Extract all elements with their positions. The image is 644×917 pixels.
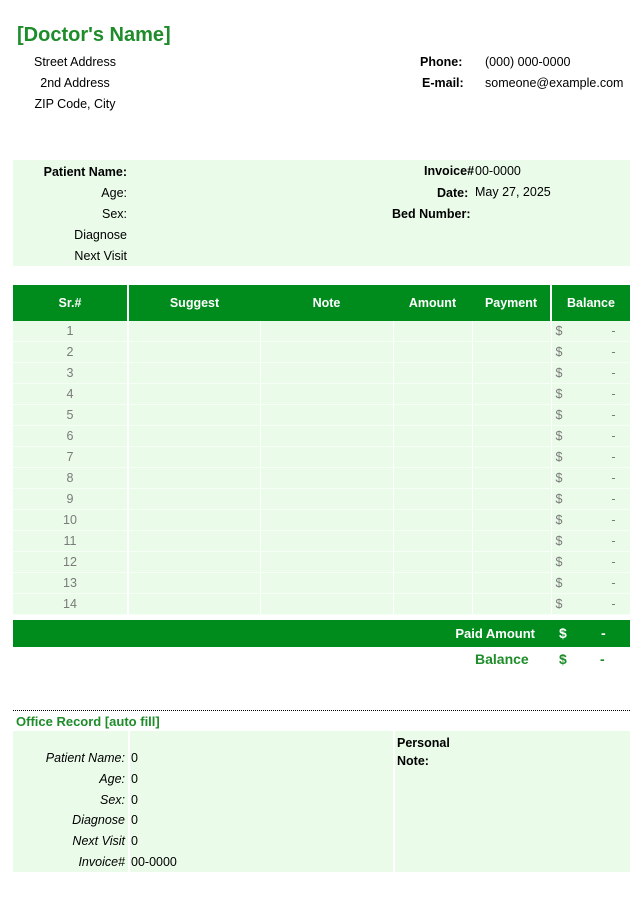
- note-cell[interactable]: [260, 594, 393, 615]
- suggest-cell[interactable]: [128, 342, 260, 363]
- row-number: 7: [13, 447, 128, 468]
- amount-cell[interactable]: [393, 468, 472, 489]
- balance-empty-value: -: [611, 492, 616, 506]
- balance-cell: [551, 405, 630, 426]
- table-row: [13, 552, 630, 573]
- date-label: Date:: [437, 186, 469, 200]
- doctor-name: [Doctor's Name]: [17, 24, 171, 46]
- office-patient-name-label: Patient Name:: [45, 751, 125, 765]
- suggest-cell[interactable]: [128, 552, 260, 573]
- amount-cell[interactable]: [393, 342, 472, 363]
- balance-empty-value: -: [611, 597, 616, 611]
- invoice-value: 00-0000: [475, 164, 521, 178]
- second-address: 2nd Address: [40, 76, 110, 90]
- table-row: [13, 363, 630, 384]
- balance-cell: [551, 342, 630, 363]
- phone-value: (000) 000-0000: [485, 55, 571, 69]
- balance-currency-symbol: $: [555, 366, 563, 380]
- table-row: [13, 321, 630, 342]
- office-next-visit-label: Next Visit: [72, 834, 125, 848]
- suggest-cell[interactable]: [128, 426, 260, 447]
- note-cell[interactable]: [260, 426, 393, 447]
- office-diagnose-label: Diagnose: [72, 813, 125, 827]
- col-header-suggest: Suggest: [128, 285, 260, 321]
- col-header-payment: Payment: [472, 285, 551, 321]
- table-row: [13, 447, 630, 468]
- balance-currency-symbol: $: [555, 450, 563, 464]
- personal-note: [397, 734, 450, 770]
- col-header-note: Note: [260, 285, 393, 321]
- balance-empty-value: -: [611, 429, 616, 443]
- row-number: 14: [13, 594, 128, 615]
- patient-name-label: Patient Name:: [43, 165, 127, 179]
- table-row: [13, 342, 630, 363]
- office-invoice-value: 00-0000: [131, 855, 177, 869]
- row-number: 9: [13, 489, 128, 510]
- payment-cell[interactable]: [472, 510, 551, 531]
- payment-cell[interactable]: [472, 384, 551, 405]
- note-cell[interactable]: [260, 405, 393, 426]
- amount-cell[interactable]: [393, 573, 472, 594]
- table-row: [13, 426, 630, 447]
- payment-cell[interactable]: [472, 531, 551, 552]
- balance-currency-symbol: $: [555, 408, 563, 422]
- amount-cell[interactable]: [393, 384, 472, 405]
- table-row: [13, 594, 630, 615]
- balance-currency-symbol: $: [555, 324, 563, 338]
- next-visit-label: Next Visit: [74, 249, 127, 263]
- row-number: 13: [13, 573, 128, 594]
- note-label: Note:: [397, 754, 429, 768]
- row-number: 12: [13, 552, 128, 573]
- office-diagnose-value: 0: [131, 813, 138, 827]
- age-label: Age:: [101, 186, 127, 200]
- balance-cell: [551, 531, 630, 552]
- balance-empty-value: -: [611, 513, 616, 527]
- suggest-cell[interactable]: [128, 321, 260, 342]
- note-cell[interactable]: [260, 384, 393, 405]
- balance-currency-symbol: $: [555, 597, 563, 611]
- personal-label: Personal: [397, 736, 450, 750]
- office-invoice-label: Invoice#: [78, 855, 125, 869]
- amount-cell[interactable]: [393, 363, 472, 384]
- balance-cell: [551, 468, 630, 489]
- sex-label: Sex:: [101, 207, 127, 221]
- balance-currency-symbol: $: [555, 345, 563, 359]
- payment-cell[interactable]: [472, 447, 551, 468]
- balance-empty-value: -: [611, 387, 616, 401]
- payment-cell[interactable]: [472, 363, 551, 384]
- diagnose-label: Diagnose: [74, 228, 127, 242]
- table-row: [13, 573, 630, 594]
- table-row: [13, 531, 630, 552]
- note-cell[interactable]: [260, 510, 393, 531]
- balance-cell: [551, 363, 630, 384]
- paid-amount-currency: $: [559, 625, 567, 641]
- row-number: 11: [13, 531, 128, 552]
- row-number: 10: [13, 510, 128, 531]
- note-cell[interactable]: [260, 489, 393, 510]
- row-number: 1: [13, 321, 128, 342]
- payment-cell[interactable]: [472, 468, 551, 489]
- office-sex-value: 0: [131, 793, 138, 807]
- amount-cell[interactable]: [393, 594, 472, 615]
- balance-cell: [551, 510, 630, 531]
- note-cell[interactable]: [260, 531, 393, 552]
- balance-cell: [551, 594, 630, 615]
- amount-cell[interactable]: [393, 552, 472, 573]
- balance-currency-symbol: $: [555, 513, 563, 527]
- table-header-row: [13, 285, 630, 321]
- amount-cell[interactable]: [393, 531, 472, 552]
- balance-empty-value: -: [611, 408, 616, 422]
- balance-cell: [551, 489, 630, 510]
- balance-empty-value: -: [611, 576, 616, 590]
- col-header-amount: Amount: [393, 285, 472, 321]
- suggest-cell[interactable]: [128, 405, 260, 426]
- balance-currency-symbol: $: [555, 387, 563, 401]
- balance-currency-symbol: $: [555, 555, 563, 569]
- office-sex-label: Sex:: [99, 793, 125, 807]
- table-row: [13, 384, 630, 405]
- payment-cell[interactable]: [472, 405, 551, 426]
- balance-currency-symbol: $: [555, 429, 563, 443]
- paid-amount-value: -: [601, 625, 606, 641]
- street-address: Street Address: [34, 55, 116, 69]
- paid-amount-bar: [13, 620, 630, 647]
- payment-cell[interactable]: [472, 342, 551, 363]
- suggest-cell[interactable]: [128, 468, 260, 489]
- office-divider-left: [128, 731, 130, 872]
- suggest-cell[interactable]: [128, 573, 260, 594]
- amount-cell[interactable]: [393, 321, 472, 342]
- suggest-cell[interactable]: [128, 489, 260, 510]
- phone-label: Phone:: [420, 55, 463, 69]
- row-number: 5: [13, 405, 128, 426]
- office-age-label: Age:: [99, 772, 125, 786]
- balance-empty-value: -: [611, 345, 616, 359]
- balance-cell: [551, 447, 630, 468]
- suggest-cell[interactable]: [128, 447, 260, 468]
- paid-amount-label: Paid Amount: [455, 626, 535, 641]
- note-cell[interactable]: [260, 363, 393, 384]
- amount-cell[interactable]: [393, 489, 472, 510]
- balance-currency-symbol: $: [555, 471, 563, 485]
- date-value: May 27, 2025: [475, 185, 551, 199]
- balance-empty-value: -: [611, 366, 616, 380]
- suggest-cell[interactable]: [128, 594, 260, 615]
- balance-label: Balance: [475, 651, 529, 667]
- email-value: someone@example.com: [485, 76, 624, 90]
- row-number: 8: [13, 468, 128, 489]
- payment-cell[interactable]: [472, 426, 551, 447]
- note-cell[interactable]: [260, 468, 393, 489]
- balance-cell: [551, 384, 630, 405]
- note-cell[interactable]: [260, 573, 393, 594]
- balance-value: -: [600, 651, 605, 667]
- payment-cell[interactable]: [472, 552, 551, 573]
- balance-empty-value: -: [611, 555, 616, 569]
- payment-cell[interactable]: [472, 489, 551, 510]
- table-row: [13, 468, 630, 489]
- balance-empty-value: -: [611, 534, 616, 548]
- amount-cell[interactable]: [393, 447, 472, 468]
- balance-cell: [551, 552, 630, 573]
- balance-cell: [551, 426, 630, 447]
- row-number: 2: [13, 342, 128, 363]
- suggest-cell[interactable]: [128, 531, 260, 552]
- table-row: [13, 510, 630, 531]
- amount-cell[interactable]: [393, 510, 472, 531]
- col-header-sr: Sr.#: [13, 285, 128, 321]
- balance-currency: $: [559, 651, 567, 667]
- row-number: 6: [13, 426, 128, 447]
- suggest-cell[interactable]: [128, 363, 260, 384]
- table-row: [13, 489, 630, 510]
- note-cell[interactable]: [260, 447, 393, 468]
- payment-cell[interactable]: [472, 573, 551, 594]
- email-label: E-mail:: [422, 76, 464, 90]
- row-number: 4: [13, 384, 128, 405]
- payment-cell[interactable]: [472, 321, 551, 342]
- note-cell[interactable]: [260, 321, 393, 342]
- balance-currency-symbol: $: [555, 534, 563, 548]
- suggest-cell[interactable]: [128, 510, 260, 531]
- invoice-label: Invoice#: [424, 164, 475, 178]
- balance-cell: [551, 321, 630, 342]
- office-age-value: 0: [131, 772, 138, 786]
- col-header-balance: Balance: [551, 285, 630, 321]
- amount-cell[interactable]: [393, 405, 472, 426]
- office-record-title: Office Record [auto fill]: [16, 714, 160, 729]
- balance-currency-symbol: $: [555, 492, 563, 506]
- balance-empty-value: -: [611, 450, 616, 464]
- balance-empty-value: -: [611, 471, 616, 485]
- office-patient-name-value: 0: [131, 751, 138, 765]
- balance-cell: [551, 573, 630, 594]
- items-table: [13, 285, 631, 615]
- section-divider: [13, 710, 630, 711]
- payment-cell[interactable]: [472, 594, 551, 615]
- note-cell[interactable]: [260, 342, 393, 363]
- balance-currency-symbol: $: [555, 576, 563, 590]
- office-divider-right: [393, 731, 395, 872]
- office-next-visit-value: 0: [131, 834, 138, 848]
- zip-city: ZIP Code, City: [34, 97, 116, 111]
- table-row: [13, 405, 630, 426]
- amount-cell[interactable]: [393, 426, 472, 447]
- bed-number-label: Bed Number:: [392, 207, 471, 221]
- suggest-cell[interactable]: [128, 384, 260, 405]
- note-cell[interactable]: [260, 552, 393, 573]
- balance-empty-value: -: [611, 324, 616, 338]
- row-number: 3: [13, 363, 128, 384]
